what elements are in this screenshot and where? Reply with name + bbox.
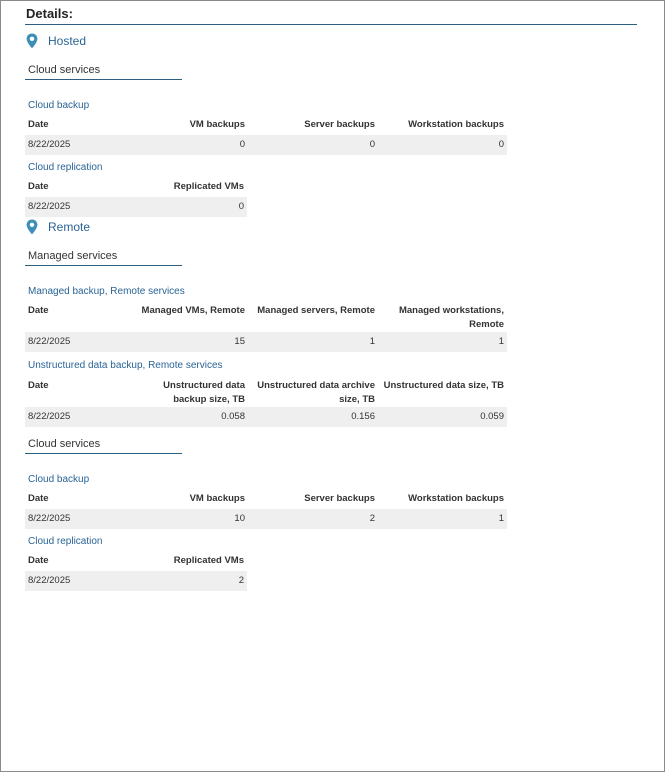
section-divider [25, 79, 182, 80]
table-cell: 0.156 [248, 407, 378, 427]
table-row [25, 197, 247, 217]
column-header: Date [28, 380, 49, 391]
hosted-cloud-replication-heading: Cloud replication [28, 162, 103, 173]
table-header-row [25, 180, 247, 197]
column-header: Date [28, 305, 49, 316]
table-cell: 0.059 [378, 407, 507, 427]
table-cell: 8/22/2025 [25, 571, 135, 591]
column-header: Managed VMs, Remote [141, 305, 245, 316]
table-cell: 15 [135, 332, 248, 352]
table-header-row [25, 118, 507, 135]
column-header: VM backups [189, 493, 245, 504]
remote-managed-services-heading: Managed services [28, 250, 118, 262]
title-divider [25, 24, 637, 25]
column-header: Date [28, 119, 49, 130]
table-header-row [25, 379, 507, 407]
site-remote-label: Remote [48, 220, 91, 234]
remote-cloud-backup-table [25, 492, 507, 529]
unstructured-backup-table [25, 379, 507, 427]
column-header: Workstation backups [408, 493, 504, 504]
column-header: Unstructured data size, TB [383, 380, 504, 391]
table-cell: 2 [135, 571, 247, 591]
hosted-cloud-backup-heading: Cloud backup [28, 100, 90, 111]
table-header-row [25, 304, 507, 332]
column-header: Managed servers, Remote [257, 305, 375, 316]
table-cell: 8/22/2025 [25, 135, 135, 155]
column-header: Workstation backups [408, 119, 504, 130]
column-header: Date [28, 493, 49, 504]
table-row [25, 509, 507, 529]
table-cell: 8/22/2025 [25, 407, 135, 427]
column-header: Replicated VMs [173, 555, 244, 566]
table-cell: 8/22/2025 [25, 332, 135, 352]
table-row [25, 135, 507, 155]
column-header: Date [28, 181, 49, 192]
table-header-row [25, 492, 507, 509]
table-cell: 0 [378, 135, 507, 155]
table-cell: 8/22/2025 [25, 197, 135, 217]
table-cell: 0.058 [135, 407, 248, 427]
table-cell: 1 [378, 332, 507, 352]
site-hosted [26, 33, 86, 49]
remote-cloud-services-heading: Cloud services [28, 438, 101, 450]
column-header: Server backups [304, 493, 375, 504]
location-pin-icon [26, 33, 38, 49]
column-header: VM backups [189, 119, 245, 130]
table-cell: 1 [248, 332, 378, 352]
remote-cloud-replication-heading: Cloud replication [28, 536, 103, 547]
column-header: Server backups [304, 119, 375, 130]
column-header: Date [28, 555, 49, 566]
table-cell: 8/22/2025 [25, 509, 135, 529]
table-cell: 0 [135, 197, 247, 217]
table-cell: 2 [248, 509, 378, 529]
site-hosted-label: Hosted [48, 34, 87, 48]
table-row [25, 571, 247, 591]
site-remote [26, 219, 90, 235]
section-divider [25, 453, 182, 454]
table-row [25, 332, 507, 352]
location-pin-icon [26, 219, 38, 235]
page-title: Details: [26, 6, 73, 21]
column-header: Unstructured data backup size, TB [163, 380, 245, 405]
column-header: Managed workstations, Remote [398, 305, 504, 330]
hosted-cloud-replication-table [25, 180, 247, 217]
column-header: Replicated VMs [173, 181, 244, 192]
table-cell: 1 [378, 509, 507, 529]
remote-cloud-replication-table [25, 554, 247, 591]
section-divider [25, 265, 182, 266]
column-header: Unstructured data archive size, TB [257, 380, 375, 405]
hosted-cloud-services-heading: Cloud services [28, 64, 101, 76]
managed-backup-table [25, 304, 507, 352]
managed-backup-heading: Managed backup, Remote services [28, 286, 185, 297]
table-cell: 10 [135, 509, 248, 529]
remote-cloud-backup-heading: Cloud backup [28, 474, 90, 485]
hosted-cloud-backup-table [25, 118, 507, 155]
table-cell: 0 [248, 135, 378, 155]
unstructured-backup-heading: Unstructured data backup, Remote services [28, 360, 223, 371]
table-cell: 0 [135, 135, 248, 155]
table-row [25, 407, 507, 427]
table-header-row [25, 554, 247, 571]
